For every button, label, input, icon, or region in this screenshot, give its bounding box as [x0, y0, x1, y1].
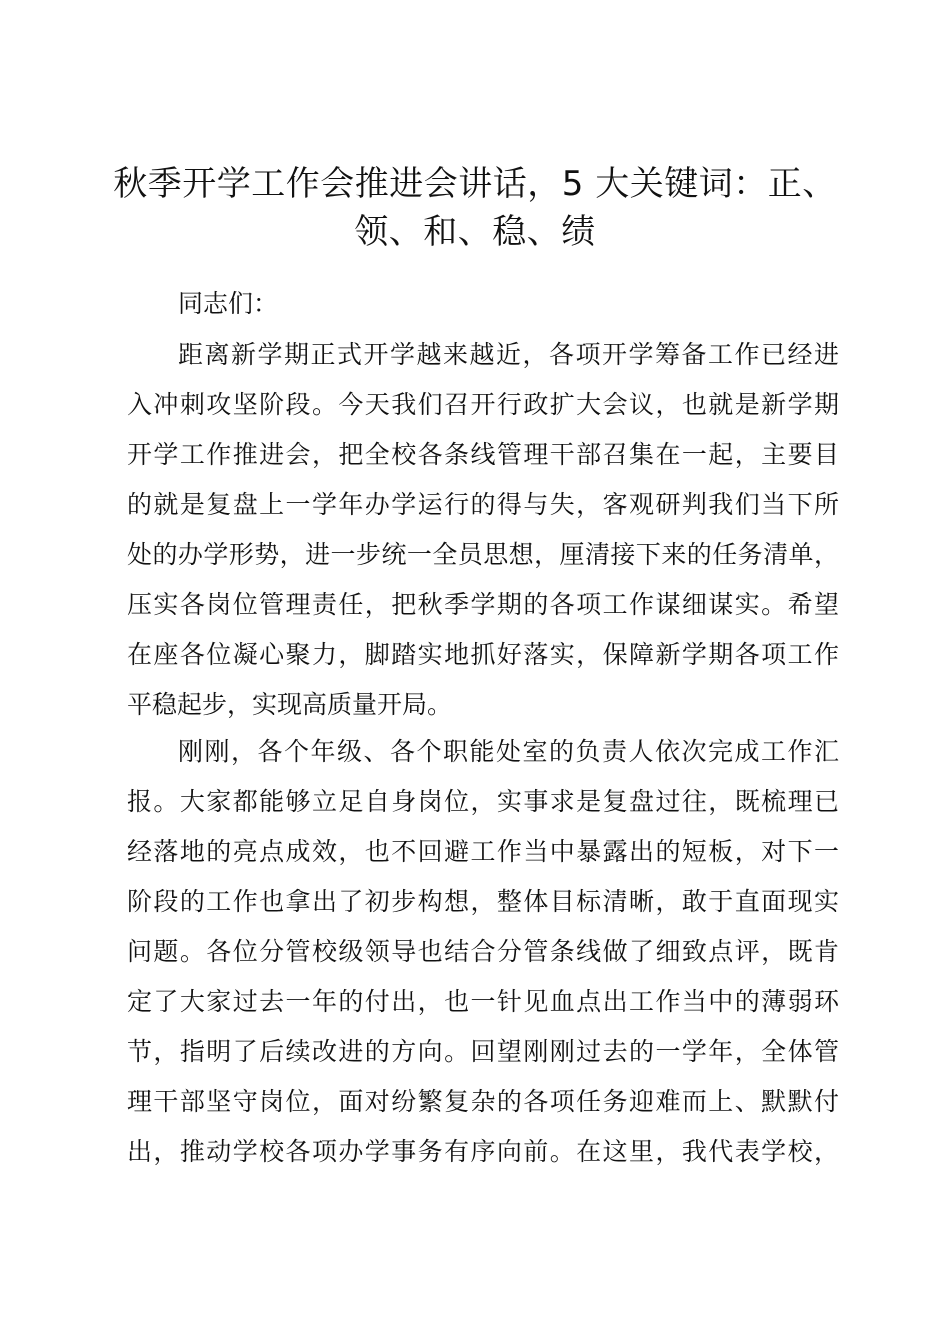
paragraph-line: 问题。各位分管校级领导也结合分管条线做了细致点评，既肯	[127, 937, 839, 966]
paragraph-line: 经落地的亮点成效，也不回避工作当中暴露出的短板，对下一	[127, 837, 839, 866]
title-line: 秋季开学工作会推进会讲话，5 大关键词：正、	[113, 164, 837, 204]
paragraph-line: 距离新学期正式开学越来越近，各项开学筹备工作已经进	[178, 340, 839, 369]
paragraph-line: 报。大家都能够立足自身岗位，实事求是复盘过往，既梳理已	[127, 787, 839, 816]
paragraph-line: 压实各岗位管理责任，把秋季学期的各项工作谋细谋实。希望	[127, 590, 839, 619]
paragraph-line: 定了大家过去一年的付出，也一针见血点出工作当中的薄弱环	[127, 987, 839, 1016]
paragraph	[127, 727, 839, 1177]
paragraph-line: 处的办学形势，进一步统一全员思想，厘清接下来的任务清单，	[127, 540, 839, 569]
paragraph-line: 的就是复盘上一学年办学运行的得与失，客观研判我们当下所	[127, 490, 839, 519]
paragraph-line: 在座各位凝心聚力，脚踏实地抓好落实，保障新学期各项工作	[127, 640, 839, 669]
paragraph-line: 理干部坚守岗位，面对纷繁复杂的各项任务迎难而上、默默付	[127, 1087, 839, 1116]
title-line: 领、和、稳、绩	[354, 212, 596, 252]
document-title	[110, 160, 840, 256]
paragraph-line: 平稳起步，实现高质量开局。	[127, 690, 453, 719]
salutation: 同志们：	[178, 289, 279, 318]
paragraph-line: 入冲刺攻坚阶段。今天我们召开行政扩大会议，也就是新学期	[127, 390, 839, 419]
paragraph	[127, 330, 839, 730]
paragraph-line: 开学工作推进会，把全校各条线管理干部召集在一起，主要目	[127, 440, 839, 469]
paragraph-line: 出，推动学校各项办学事务有序向前。在这里，我代表学校，	[127, 1137, 839, 1166]
paragraph-line: 阶段的工作也拿出了初步构想，整体目标清晰，敢于直面现实	[127, 887, 839, 916]
paragraph-line: 刚刚，各个年级、各个职能处室的负责人依次完成工作汇	[178, 737, 839, 766]
paragraph-line: 节，指明了后续改进的方向。回望刚刚过去的一学年，全体管	[127, 1037, 839, 1066]
